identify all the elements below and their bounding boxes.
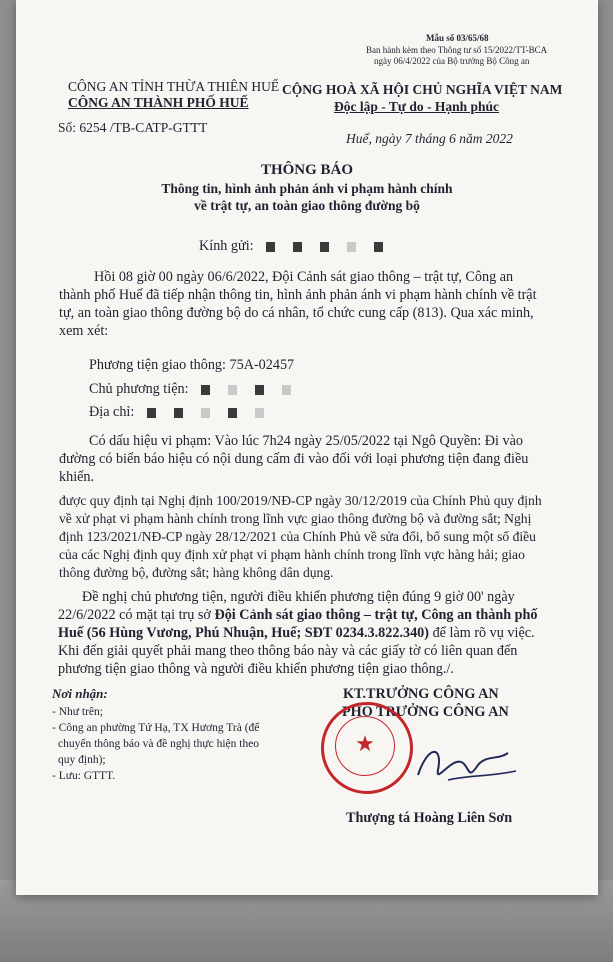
paragraph-1-line: xem xét: [59, 323, 109, 339]
legal-basis-line: của các Nghị định quy định xử phạt vi phạm hành chính trong lĩnh vực hàng hải; giao [59, 547, 525, 562]
recipient-item: quy định); [58, 754, 106, 766]
redacted-recipient-block [320, 242, 329, 252]
request-line: Khi đến giải quyết phải mang theo thông báo này và các giấy tờ có liên quan đến [58, 643, 518, 659]
address-label: Địa chỉ: [89, 404, 135, 420]
redacted-owner-block [282, 385, 291, 395]
seal-star-icon: ★ [355, 731, 375, 756]
redacted-address-block [255, 408, 264, 418]
legal-basis-line: về xử phạt vi phạm hành chính trong lĩnh vực giao thông đường bộ và đường sắt; Nghị [59, 511, 532, 526]
paragraph-1-line: Hồi 08 giờ 00 ngày 06/6/2022, Đội Cảnh sát giao thông – trật tự, Công an [94, 269, 514, 285]
motto: Độc lập - Tự do - Hạnh phúc [334, 99, 500, 114]
notice-subtitle-1: Thông tin, hình ảnh phản ánh vi phạm hành chính [161, 181, 453, 196]
redacted-owner-block [228, 385, 237, 395]
signer-title: KT.TRƯỞNG CÔNG AN [343, 686, 499, 702]
redacted-recipient-block [293, 242, 302, 252]
redacted-owner-block [255, 385, 264, 395]
recipient-item: chuyển thông báo và đề nghị thực hiện theo [58, 738, 260, 750]
nation-title: CỘNG HOÀ XÃ HỘI CHỦ NGHĨA VIỆT NAM [282, 82, 563, 97]
recipient-item: - Công an phường Tứ Hạ, TX Hương Trà (để [52, 722, 260, 734]
handwritten-signature [408, 735, 528, 795]
recipient-item: - Như trên; [52, 706, 103, 718]
recipient-item: - Lưu: GTTT. [52, 770, 116, 782]
office-address: Huế (56 Hùng Vương, Phú Nhuận, Huế; SĐT 0234.3.822.340) [58, 625, 430, 641]
redacted-address-block [147, 408, 156, 418]
violation-line: khiển. [59, 469, 95, 485]
notice-title: THÔNG BÁO [260, 162, 354, 178]
request-office: Đội Cảnh sát giao thông – trật tự, Công an thành phố [214, 607, 538, 623]
signer-deputy-title: PHÓ TRƯỞNG CÔNG AN [342, 704, 509, 720]
place-date: Huế, ngày 7 tháng 6 năm 2022 [346, 131, 513, 146]
owner-address [89, 403, 273, 421]
request-line: Đề nghị chủ phương tiện, người điều khiển phương tiện đúng 9 giờ 00' ngày [82, 589, 515, 605]
redacted-recipient-block [374, 242, 383, 252]
redacted-recipient-block [266, 242, 275, 252]
agency-parent: CÔNG AN TỈNH THỪA THIÊN HUẾ [68, 79, 280, 94]
form-number: Mẫu số 03/65/68 [426, 33, 489, 43]
violation-line: đường có biển báo hiệu có nội dung cấm đi vào đối với loại phương tiện đang điều [59, 451, 529, 467]
form-issued-line1: Ban hành kèm theo Thông tư số 15/2022/TT-BCA [366, 45, 548, 55]
redacted-recipient-block [347, 242, 356, 252]
document-page [16, 0, 598, 895]
legal-basis-line: thông đường bộ, đường sắt; hàng không dân dụng. [59, 565, 334, 580]
request-date: 22/6/2022 có mặt tại trụ sở [58, 607, 215, 623]
legal-basis-line: định 123/2021/NĐ-CP ngày 28/12/2021 của Chính Phủ về sửa đổi, bổ sung một số điều [59, 529, 536, 544]
request-line [58, 606, 538, 624]
official-seal [321, 702, 413, 794]
agency-name: CÔNG AN THÀNH PHỐ HUẾ [68, 95, 249, 110]
vehicle-owner [89, 380, 300, 398]
recipients-list [52, 704, 259, 784]
vehicle-plate: Phương tiện giao thông: 75A-02457 [89, 357, 295, 373]
request-purpose: để làm rõ vụ việc. [429, 625, 535, 641]
request-line: phương tiện giao thông và người điều khiển phương tiện giao thông./. [58, 661, 454, 677]
notice-subtitle-2: về trật tự, an toàn giao thông đường bộ [194, 198, 420, 213]
owner-label: Chủ phương tiện: [89, 381, 189, 397]
violation-line: Có dấu hiệu vi phạm: Vào lúc 7h24 ngày 25/05/2022 tại Ngô Quyền: Đi vào [89, 433, 523, 449]
form-issued-line2: ngày 06/4/2022 của Bộ trưởng Bộ Công an [374, 56, 530, 66]
legal-basis-line: được quy định tại Nghị định 100/2019/NĐ-CP ngày 30/12/2019 của Chính Phủ quy định [59, 493, 542, 508]
seal-inner-ring [335, 716, 395, 776]
paragraph-1-line: thành phố Huế đã tiếp nhận thông tin, hình ảnh phản ánh vi phạm hành chính về trật [59, 287, 537, 303]
salutation [199, 238, 392, 255]
document-number: Số: 6254 /TB-CATP-GTTT [58, 120, 208, 135]
redacted-address-block [174, 408, 183, 418]
redacted-address-block [228, 408, 237, 418]
signer-name: Thượng tá Hoàng Liên Sơn [346, 810, 513, 826]
request-line [58, 624, 535, 642]
paragraph-1-line: tự, an toàn giao thông đường bộ do cá nhân, tổ chức cung cấp (813). Qua xác minh, [59, 305, 534, 321]
redacted-address-block [201, 408, 210, 418]
redacted-owner-block [201, 385, 210, 395]
recipients-heading: Nơi nhận: [52, 686, 108, 701]
salutation-label: Kính gửi: [199, 238, 254, 254]
